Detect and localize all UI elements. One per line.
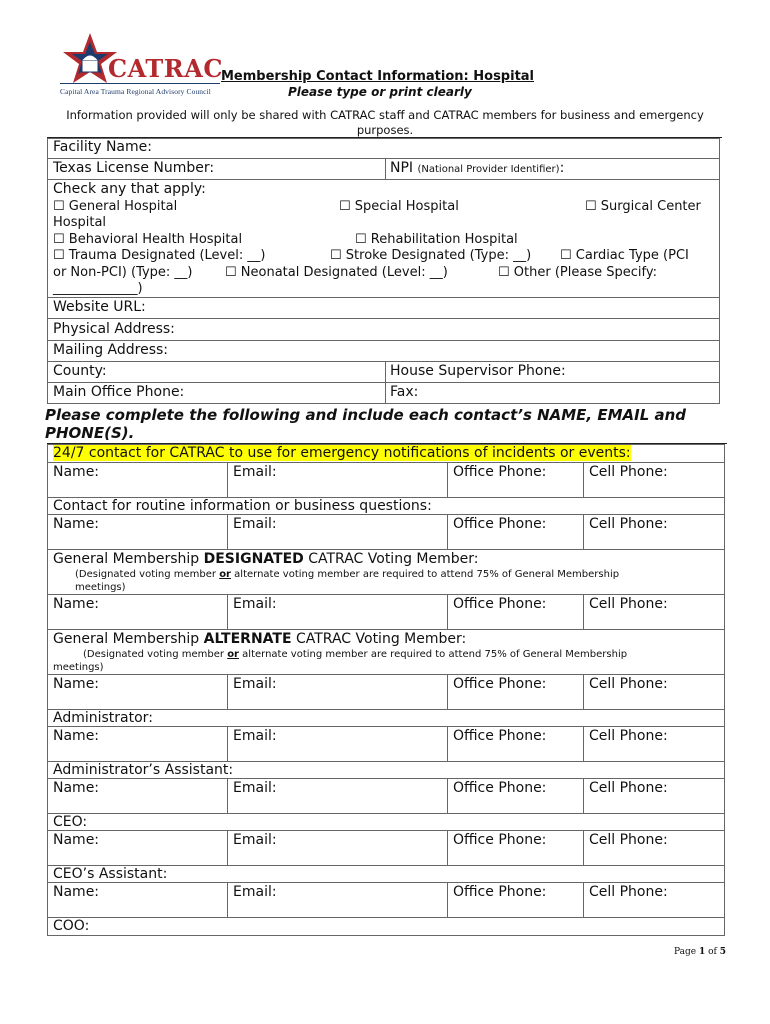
cell-phone-field[interactable]: Cell Phone: bbox=[589, 464, 668, 480]
name-field[interactable]: Name: bbox=[53, 832, 100, 848]
designated-note-wrap: meetings) bbox=[75, 582, 126, 593]
main-office-label: Main Office Phone: bbox=[53, 384, 185, 400]
name-field[interactable]: Name: bbox=[53, 884, 100, 900]
checkbox-stroke[interactable]: ☐ Stroke Designated (Type: __) bbox=[330, 248, 532, 263]
checkbox-other[interactable]: ☐ Other (Please Specify: bbox=[498, 265, 657, 280]
cell-phone-field[interactable]: Cell Phone: bbox=[589, 516, 668, 532]
license-label: Texas License Number: bbox=[53, 160, 215, 176]
fax-label: Fax: bbox=[390, 384, 419, 400]
office-phone-field[interactable]: Office Phone: bbox=[453, 464, 547, 480]
checkbox-rehab[interactable]: ☐ Rehabilitation Hospital bbox=[355, 232, 518, 247]
instructions-line1: Please complete the following and include each contact’s NAME, EMAIL and bbox=[45, 406, 687, 424]
email-field[interactable]: Email: bbox=[233, 596, 277, 612]
office-phone-field[interactable]: Office Phone: bbox=[453, 596, 547, 612]
office-phone-field[interactable]: Office Phone: bbox=[453, 516, 547, 532]
cell-phone-field[interactable]: Cell Phone: bbox=[589, 728, 668, 744]
section-administrator-assistant: Administrator’s Assistant: bbox=[53, 762, 234, 778]
alternate-note-wrap: meetings) bbox=[53, 662, 104, 673]
name-field[interactable]: Name: bbox=[53, 596, 100, 612]
logo-subtitle: Capital Area Trauma Regional Advisory Council bbox=[60, 87, 211, 96]
page-number: Page 1 of 5 bbox=[674, 947, 726, 957]
section-ceo-assistant: CEO’s Assistant: bbox=[53, 866, 168, 882]
checkbox-general-hospital[interactable]: ☐ General Hospital bbox=[53, 199, 178, 214]
website-label: Website URL: bbox=[53, 299, 146, 315]
cell-phone-field[interactable]: Cell Phone: bbox=[589, 884, 668, 900]
county-label: County: bbox=[53, 363, 107, 379]
office-phone-field[interactable]: Office Phone: bbox=[453, 832, 547, 848]
designated-note: (Designated voting member or alternate voting member are required to attend 75% of General Membership bbox=[75, 569, 620, 580]
email-field[interactable]: Email: bbox=[233, 884, 277, 900]
name-field[interactable]: Name: bbox=[53, 676, 100, 692]
physical-address-label: Physical Address: bbox=[53, 321, 175, 337]
email-field[interactable]: Email: bbox=[233, 832, 277, 848]
name-field[interactable]: Name: bbox=[53, 464, 100, 480]
email-field[interactable]: Email: bbox=[233, 516, 277, 532]
page-subtitle: Please type or print clearly bbox=[288, 85, 472, 99]
checkbox-surgical-center[interactable]: ☐ Surgical Center bbox=[585, 199, 701, 214]
house-supervisor-label: House Supervisor Phone: bbox=[390, 363, 566, 379]
section-247-contact: 24/7 contact for CATRAC to use for emergency notifications of incidents or events: bbox=[53, 445, 631, 461]
mailing-address-label: Mailing Address: bbox=[53, 342, 169, 358]
name-field[interactable]: Name: bbox=[53, 728, 100, 744]
name-field[interactable]: Name: bbox=[53, 516, 100, 532]
checkbox-cardiac-wrap: or Non-PCI) (Type: __) bbox=[53, 265, 193, 280]
cell-phone-field[interactable]: Cell Phone: bbox=[589, 780, 668, 796]
logo-wordmark: CATRAC bbox=[108, 54, 223, 83]
checkbox-behavioral[interactable]: ☐ Behavioral Health Hospital bbox=[53, 232, 243, 247]
check-label: Check any that apply: bbox=[53, 181, 206, 197]
email-field[interactable]: Email: bbox=[233, 464, 277, 480]
checkbox-trauma[interactable]: ☐ Trauma Designated (Level: __) bbox=[53, 248, 266, 263]
office-phone-field[interactable]: Office Phone: bbox=[453, 884, 547, 900]
email-field[interactable]: Email: bbox=[233, 728, 277, 744]
checkbox-cardiac[interactable]: ☐ Cardiac Type (PCI bbox=[560, 248, 689, 263]
name-field[interactable]: Name: bbox=[53, 780, 100, 796]
section-designated-voting: General Membership DESIGNATED CATRAC Voting Member: bbox=[53, 551, 479, 567]
npi-label: NPI (National Provider Identifier): bbox=[390, 160, 565, 176]
section-coo: COO: bbox=[53, 918, 90, 934]
email-field[interactable]: Email: bbox=[233, 676, 277, 692]
checkbox-neonatal[interactable]: ☐ Neonatal Designated (Level: __) bbox=[225, 265, 448, 280]
cell-phone-field[interactable]: Cell Phone: bbox=[589, 832, 668, 848]
alternate-note: (Designated voting member or alternate voting member are required to attend 75% of General Membership bbox=[83, 649, 628, 660]
facility-name-label: Facility Name: bbox=[53, 139, 152, 155]
cell-phone-field[interactable]: Cell Phone: bbox=[589, 596, 668, 612]
instructions-line2: PHONE(S). bbox=[45, 424, 135, 442]
other-specify-line[interactable]: _____________) bbox=[53, 281, 143, 296]
section-ceo: CEO: bbox=[53, 814, 88, 830]
office-phone-field[interactable]: Office Phone: bbox=[453, 728, 547, 744]
office-phone-field[interactable]: Office Phone: bbox=[453, 676, 547, 692]
checkbox-special-hospital[interactable]: ☐ Special Hospital bbox=[339, 199, 459, 214]
section-routine-contact: Contact for routine information or business questions: bbox=[53, 498, 432, 514]
section-alternate-voting: General Membership ALTERNATE CATRAC Voting Member: bbox=[53, 631, 467, 647]
page-title: Membership Contact Information: Hospital bbox=[221, 69, 535, 84]
checkbox-general-hospital-wrap: Hospital bbox=[53, 215, 107, 230]
privacy-notice: Information provided will only be shared with CATRAC staff and CATRAC members for business and emergency purposes. bbox=[66, 108, 704, 137]
cell-phone-field[interactable]: Cell Phone: bbox=[589, 676, 668, 692]
office-phone-field[interactable]: Office Phone: bbox=[453, 780, 547, 796]
email-field[interactable]: Email: bbox=[233, 780, 277, 796]
section-administrator: Administrator: bbox=[53, 710, 153, 726]
